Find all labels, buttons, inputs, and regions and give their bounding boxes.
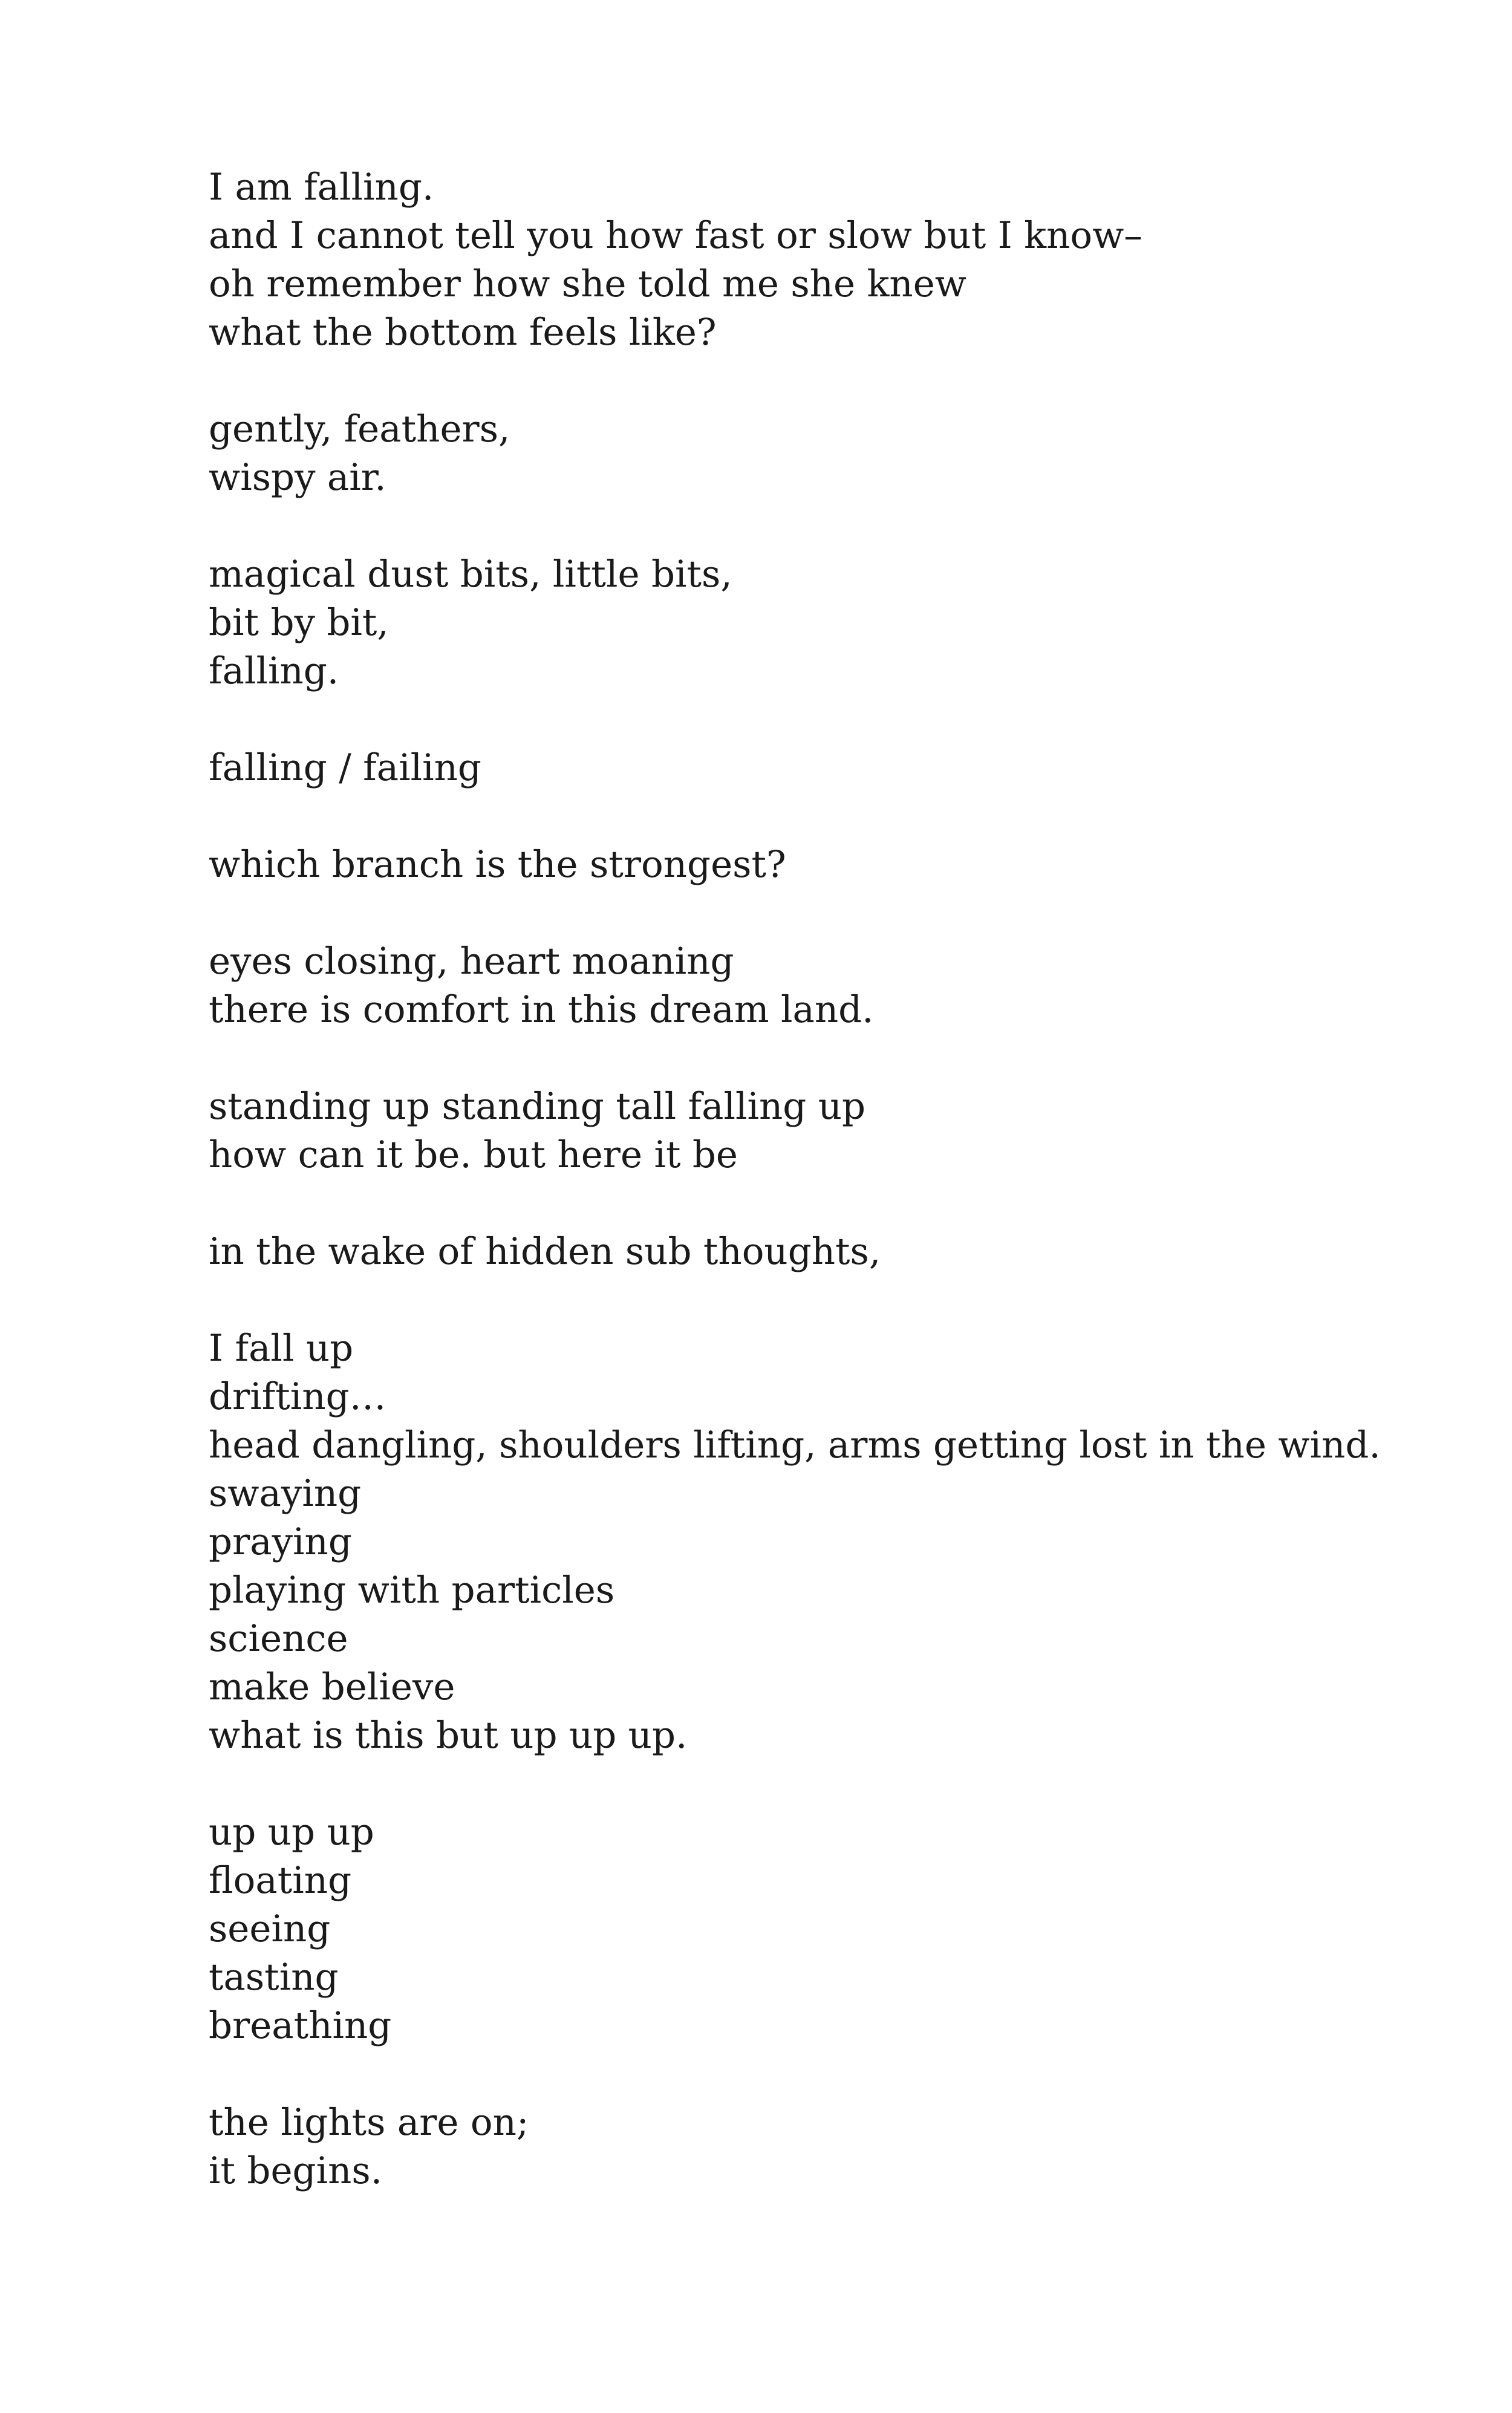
- poem-line: and I cannot tell you how fast or slow but I know–: [209, 214, 1142, 257]
- poem-line: what the bottom feels like?: [209, 311, 717, 354]
- stanza-6: [209, 937, 1479, 1034]
- poem-line: bit by bit,: [209, 601, 389, 644]
- poem-line: oh remember how she told me she knew: [209, 262, 967, 305]
- stanza-5: [209, 841, 1479, 889]
- poem-line: seeing: [209, 1907, 331, 1950]
- poem-line: eyes closing, heart moaning: [209, 940, 734, 983]
- stanza-11: [209, 2099, 1479, 2195]
- poem-line: make believe: [209, 1666, 455, 1708]
- stanza-10: [209, 1808, 1479, 2050]
- poem-line: up up up: [209, 1811, 374, 1854]
- poem-line: head dangling, shoulders lifting, arms getting lost in the wind.: [209, 1424, 1381, 1467]
- poem-body: [209, 163, 1479, 2195]
- poem-line: praying: [209, 1520, 352, 1563]
- poem-line: falling / failing: [209, 746, 481, 789]
- poem-line: it begins.: [209, 2149, 383, 2192]
- poem-line: drifting…: [209, 1375, 386, 1418]
- poem-line: swaying: [209, 1472, 362, 1515]
- stanza-8: [209, 1228, 1479, 1276]
- poem-line: there is comfort in this dream land.: [209, 988, 874, 1031]
- poem-line: I fall up: [209, 1327, 354, 1370]
- poem-line: tasting: [209, 1956, 339, 1999]
- stanza-3: [209, 550, 1479, 695]
- poem-line: science: [209, 1617, 348, 1660]
- poem-line: playing with particles: [209, 1569, 615, 1612]
- poem-line: the lights are on;: [209, 2101, 529, 2144]
- poem-line: I am falling.: [209, 166, 434, 209]
- stanza-7: [209, 1083, 1479, 1179]
- poem-line: breathing: [209, 2004, 392, 2047]
- stanza-2: [209, 405, 1479, 502]
- poem-line: standing up standing tall falling up: [209, 1085, 866, 1128]
- stanza-1: [209, 163, 1479, 357]
- stanza-9: [209, 1324, 1479, 1760]
- poem-line: magical dust bits, little bits,: [209, 553, 732, 596]
- poem-line: wispy air.: [209, 456, 386, 499]
- stanza-4: [209, 744, 1479, 792]
- poem-line: gently, feathers,: [209, 408, 510, 451]
- poem-line: in the wake of hidden sub thoughts,: [209, 1230, 881, 1273]
- poem-line: which branch is the strongest?: [209, 843, 786, 886]
- poem-line: what is this but up up up.: [209, 1714, 688, 1757]
- poem-line: how can it be. but here it be: [209, 1133, 738, 1176]
- poem-line: falling.: [209, 650, 339, 692]
- poem-line: floating: [209, 1859, 352, 1902]
